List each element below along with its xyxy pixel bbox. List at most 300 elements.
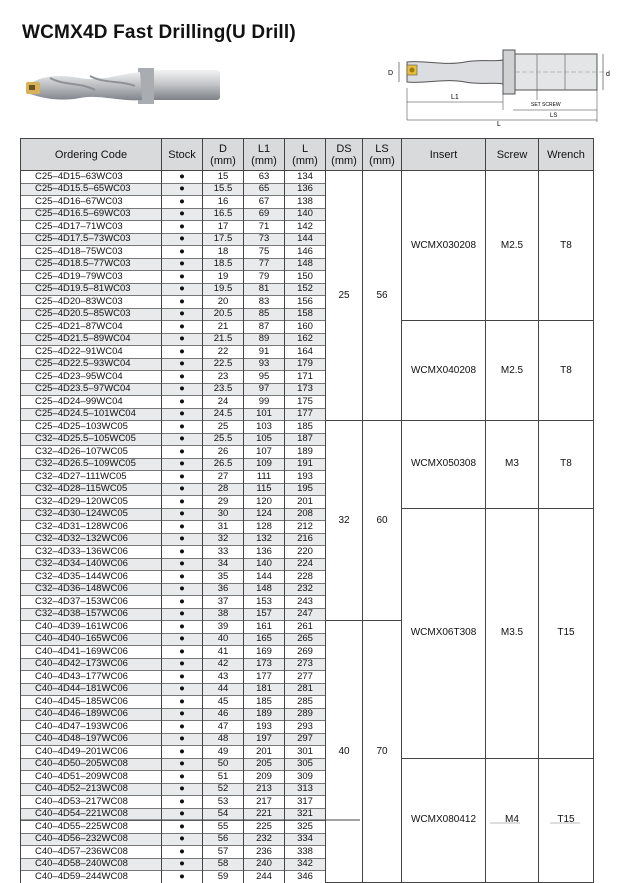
cell-l1: 111 (244, 471, 285, 484)
cell-ordering-code: C32–4D25.5–105WC05 (21, 433, 162, 446)
cell-l: 321 (285, 808, 326, 821)
cell-wrench: T15 (539, 508, 594, 758)
cell-ordering-code: C25–4D19–79WC03 (21, 271, 162, 284)
cell-l: 201 (285, 496, 326, 509)
cell-d: 52 (203, 783, 244, 796)
cell-ordering-code: C25–4D23–95WC04 (21, 371, 162, 384)
cell-l: 247 (285, 608, 326, 621)
cell-ds: 25 (326, 171, 363, 421)
cell-l1: 105 (244, 433, 285, 446)
cell-stock: ● (162, 771, 203, 784)
cell-l: 212 (285, 521, 326, 534)
cell-l1: 185 (244, 696, 285, 709)
page-title: WCMX4D Fast Drilling(U Drill) (22, 22, 296, 43)
cell-ordering-code: C40–4D39–161WC06 (21, 621, 162, 634)
header-d: D (mm) (203, 139, 244, 171)
cell-d: 40 (203, 633, 244, 646)
cell-l: 346 (285, 871, 326, 883)
cell-l: 243 (285, 596, 326, 609)
cell-ordering-code: C40–4D42–173WC06 (21, 658, 162, 671)
cell-d: 27 (203, 471, 244, 484)
cell-ordering-code: C40–4D41–169WC06 (21, 646, 162, 659)
cell-d: 54 (203, 808, 244, 821)
cell-stock: ● (162, 671, 203, 684)
cell-l: 220 (285, 546, 326, 559)
cell-ordering-code: C40–4D52–213WC08 (21, 783, 162, 796)
cell-ls: 70 (363, 621, 402, 883)
cell-ordering-code: C25–4D17.5–73WC03 (21, 233, 162, 246)
cell-l1: 99 (244, 396, 285, 409)
cell-stock: ● (162, 871, 203, 883)
cell-d: 16 (203, 196, 244, 209)
cell-l1: 244 (244, 871, 285, 883)
cell-l1: 136 (244, 546, 285, 559)
cell-d: 25.5 (203, 433, 244, 446)
cell-l: 334 (285, 833, 326, 846)
cell-insert: WCMX040208 (402, 321, 486, 421)
table-row (21, 171, 594, 184)
cell-l: 273 (285, 658, 326, 671)
cell-d: 23.5 (203, 383, 244, 396)
cell-d: 44 (203, 683, 244, 696)
header-insert: Insert (402, 139, 486, 171)
cell-d: 18 (203, 246, 244, 259)
cell-stock: ● (162, 846, 203, 859)
cell-l: 140 (285, 208, 326, 221)
cell-ordering-code: C40–4D43–177WC06 (21, 671, 162, 684)
header-screw: Screw (486, 139, 539, 171)
cell-ordering-code: C32–4D28–115WC05 (21, 483, 162, 496)
cell-l1: 83 (244, 296, 285, 309)
cell-ordering-code: C25–4D20–83WC03 (21, 296, 162, 309)
cell-d: 53 (203, 796, 244, 809)
cell-l: 297 (285, 733, 326, 746)
cell-l1: 140 (244, 558, 285, 571)
cell-d: 36 (203, 583, 244, 596)
cell-d: 22.5 (203, 358, 244, 371)
cell-l1: 144 (244, 571, 285, 584)
cell-stock: ● (162, 721, 203, 734)
cell-l1: 213 (244, 783, 285, 796)
cell-screw: M4 (486, 758, 539, 883)
cell-l1: 103 (244, 421, 285, 434)
cell-ordering-code: C40–4D40–165WC06 (21, 633, 162, 646)
cell-stock: ● (162, 621, 203, 634)
cell-l: 187 (285, 433, 326, 446)
cell-stock: ● (162, 383, 203, 396)
cell-d: 50 (203, 758, 244, 771)
cell-stock: ● (162, 658, 203, 671)
cell-l1: 124 (244, 508, 285, 521)
cell-d: 48 (203, 733, 244, 746)
cell-l: 193 (285, 471, 326, 484)
cell-d: 46 (203, 708, 244, 721)
page-bottom-edge (0, 818, 629, 826)
cell-ordering-code: C25–4D15.5–65WC03 (21, 183, 162, 196)
cell-insert: WCMX080412 (402, 758, 486, 883)
cell-ordering-code: C25–4D21.5–89WC04 (21, 333, 162, 346)
cell-d: 17.5 (203, 233, 244, 246)
cell-ds: 40 (326, 621, 363, 883)
cell-stock: ● (162, 858, 203, 871)
cell-stock: ● (162, 583, 203, 596)
cell-l: 142 (285, 221, 326, 234)
table-body (21, 171, 594, 883)
table-row (21, 758, 594, 771)
cell-l: 191 (285, 458, 326, 471)
cell-l: 265 (285, 633, 326, 646)
table-row (21, 421, 594, 434)
cell-d: 23 (203, 371, 244, 384)
cell-l: 293 (285, 721, 326, 734)
cell-stock: ● (162, 758, 203, 771)
cell-ordering-code: C40–4D46–189WC06 (21, 708, 162, 721)
cell-l: 162 (285, 333, 326, 346)
cell-ordering-code: C40–4D49–201WC06 (21, 746, 162, 759)
cell-ordering-code: C40–4D55–225WC08 (21, 821, 162, 834)
cell-l: 261 (285, 621, 326, 634)
cell-stock: ● (162, 271, 203, 284)
cell-ordering-code: C25–4D18–75WC03 (21, 246, 162, 259)
cell-l: 158 (285, 308, 326, 321)
cell-stock: ● (162, 633, 203, 646)
cell-l1: 189 (244, 708, 285, 721)
cell-d: 55 (203, 821, 244, 834)
cell-stock: ● (162, 696, 203, 709)
cell-l: 164 (285, 346, 326, 359)
cell-l: 171 (285, 371, 326, 384)
cell-l: 189 (285, 446, 326, 459)
cell-l1: 81 (244, 283, 285, 296)
cell-d: 45 (203, 696, 244, 709)
cell-stock: ● (162, 346, 203, 359)
cell-l1: 93 (244, 358, 285, 371)
cell-ls: 60 (363, 421, 402, 621)
cell-l: 317 (285, 796, 326, 809)
cell-ordering-code: C32–4D31–128WC06 (21, 521, 162, 534)
cell-d: 34 (203, 558, 244, 571)
cell-d: 25 (203, 421, 244, 434)
cell-d: 28 (203, 483, 244, 496)
cell-stock: ● (162, 571, 203, 584)
cell-l1: 63 (244, 171, 285, 184)
cell-l1: 193 (244, 721, 285, 734)
cell-d: 57 (203, 846, 244, 859)
cell-l: 179 (285, 358, 326, 371)
cell-stock: ● (162, 471, 203, 484)
cell-stock: ● (162, 683, 203, 696)
cell-l: 313 (285, 783, 326, 796)
cell-l1: 169 (244, 646, 285, 659)
cell-ordering-code: C32–4D26–107WC05 (21, 446, 162, 459)
cell-l: 195 (285, 483, 326, 496)
cell-stock: ● (162, 321, 203, 334)
cell-d: 21.5 (203, 333, 244, 346)
cell-d: 59 (203, 871, 244, 883)
cell-stock: ● (162, 733, 203, 746)
cell-l1: 91 (244, 346, 285, 359)
cell-ordering-code: C25–4D16.5–69WC03 (21, 208, 162, 221)
cell-ordering-code: C25–4D23.5–97WC04 (21, 383, 162, 396)
cell-wrench: T8 (539, 421, 594, 509)
cell-d: 42 (203, 658, 244, 671)
cell-d: 39 (203, 621, 244, 634)
cell-stock: ● (162, 646, 203, 659)
cell-stock: ● (162, 508, 203, 521)
label-LS: LS (550, 113, 558, 119)
cell-d: 21 (203, 321, 244, 334)
cell-stock: ● (162, 233, 203, 246)
cell-ordering-code: C25–4D21–87WC04 (21, 321, 162, 334)
cell-stock: ● (162, 171, 203, 184)
cell-ordering-code: C25–4D18.5–77WC03 (21, 258, 162, 271)
cell-ls: 56 (363, 171, 402, 421)
cell-l: 177 (285, 408, 326, 421)
cell-ordering-code: C25–4D24–99WC04 (21, 396, 162, 409)
cell-ordering-code: C40–4D59–244WC08 (21, 871, 162, 883)
cell-d: 33 (203, 546, 244, 559)
cell-l1: 87 (244, 321, 285, 334)
cell-insert: WCMX06T308 (402, 508, 486, 758)
cell-l: 216 (285, 533, 326, 546)
cell-d: 24 (203, 396, 244, 409)
cell-insert: WCMX050308 (402, 421, 486, 509)
cell-l: 325 (285, 821, 326, 834)
header-ls: LS (mm) (363, 139, 402, 171)
cell-stock: ● (162, 296, 203, 309)
cell-d: 41 (203, 646, 244, 659)
cell-stock: ● (162, 308, 203, 321)
cell-ordering-code: C32–4D26.5–109WC05 (21, 458, 162, 471)
cell-d: 29 (203, 496, 244, 509)
cell-l: 138 (285, 196, 326, 209)
label-D: D (388, 70, 394, 77)
cell-stock: ● (162, 433, 203, 446)
label-d: d (606, 71, 610, 78)
cell-wrench: T15 (539, 758, 594, 883)
cell-ordering-code: C40–4D58–240WC08 (21, 858, 162, 871)
table-row (21, 508, 594, 521)
cell-l1: 67 (244, 196, 285, 209)
cell-l1: 69 (244, 208, 285, 221)
cell-ordering-code: C40–4D57–236WC08 (21, 846, 162, 859)
cell-l1: 95 (244, 371, 285, 384)
label-set-screw: SET SCREW (531, 102, 561, 108)
cell-l: 175 (285, 396, 326, 409)
cell-l1: 101 (244, 408, 285, 421)
cell-stock: ● (162, 483, 203, 496)
cell-l: 150 (285, 271, 326, 284)
cell-stock: ● (162, 496, 203, 509)
cell-d: 20.5 (203, 308, 244, 321)
cell-ordering-code: C32–4D30–124WC05 (21, 508, 162, 521)
cell-stock: ● (162, 596, 203, 609)
cell-l: 228 (285, 571, 326, 584)
cell-d: 15.5 (203, 183, 244, 196)
cell-stock: ● (162, 396, 203, 409)
cell-l: 208 (285, 508, 326, 521)
cell-l: 301 (285, 746, 326, 759)
cell-ordering-code: C32–4D34–140WC06 (21, 558, 162, 571)
cell-ordering-code: C32–4D36–148WC06 (21, 583, 162, 596)
cell-ds: 32 (326, 421, 363, 621)
cell-d: 17 (203, 221, 244, 234)
cell-l1: 71 (244, 221, 285, 234)
cell-d: 20 (203, 296, 244, 309)
cell-l: 277 (285, 671, 326, 684)
cell-d: 56 (203, 833, 244, 846)
cell-l: 144 (285, 233, 326, 246)
cell-stock: ● (162, 808, 203, 821)
cell-l1: 217 (244, 796, 285, 809)
cell-ordering-code: C32–4D29–120WC05 (21, 496, 162, 509)
cell-stock: ● (162, 558, 203, 571)
cell-ordering-code: C32–4D38–157WC06 (21, 608, 162, 621)
cell-ordering-code: C40–4D44–181WC06 (21, 683, 162, 696)
cell-l1: 148 (244, 583, 285, 596)
label-L: L (497, 121, 501, 126)
cell-l1: 173 (244, 658, 285, 671)
cell-screw: M2.5 (486, 321, 539, 421)
cell-d: 49 (203, 746, 244, 759)
cell-l: 136 (285, 183, 326, 196)
cell-stock: ● (162, 208, 203, 221)
cell-d: 26 (203, 446, 244, 459)
cell-wrench: T8 (539, 321, 594, 421)
cell-l1: 75 (244, 246, 285, 259)
cell-d: 26.5 (203, 458, 244, 471)
cell-ordering-code: C32–4D37–153WC06 (21, 596, 162, 609)
cell-stock: ● (162, 258, 203, 271)
cell-ordering-code: C25–4D22–91WC04 (21, 346, 162, 359)
cell-l: 285 (285, 696, 326, 709)
cell-l1: 240 (244, 858, 285, 871)
cell-l1: 128 (244, 521, 285, 534)
cell-d: 32 (203, 533, 244, 546)
cell-l1: 161 (244, 621, 285, 634)
cell-l1: 109 (244, 458, 285, 471)
cell-l1: 77 (244, 258, 285, 271)
cell-ordering-code: C40–4D45–185WC06 (21, 696, 162, 709)
technical-diagram (385, 48, 617, 126)
cell-l1: 120 (244, 496, 285, 509)
cell-l1: 225 (244, 821, 285, 834)
cell-d: 24.5 (203, 408, 244, 421)
cell-stock: ● (162, 783, 203, 796)
cell-ordering-code: C25–4D16–67WC03 (21, 196, 162, 209)
cell-d: 38 (203, 608, 244, 621)
cell-l1: 115 (244, 483, 285, 496)
cell-l1: 153 (244, 596, 285, 609)
cell-l: 134 (285, 171, 326, 184)
cell-stock: ● (162, 196, 203, 209)
cell-d: 16.5 (203, 208, 244, 221)
label-L1: L1 (451, 94, 459, 101)
cell-stock: ● (162, 521, 203, 534)
cell-stock: ● (162, 458, 203, 471)
header-l1: L1 (mm) (244, 139, 285, 171)
cell-ordering-code: C25–4D24.5–101WC04 (21, 408, 162, 421)
cell-l1: 177 (244, 671, 285, 684)
cell-l1: 181 (244, 683, 285, 696)
cell-d: 58 (203, 858, 244, 871)
cell-l: 342 (285, 858, 326, 871)
cell-l1: 65 (244, 183, 285, 196)
cell-insert: WCMX030208 (402, 171, 486, 321)
cell-stock: ● (162, 546, 203, 559)
header-ordering-code: Ordering Code (21, 139, 162, 171)
header-l: L (mm) (285, 139, 326, 171)
cell-l1: 205 (244, 758, 285, 771)
cell-d: 51 (203, 771, 244, 784)
cell-ordering-code: C40–4D53–217WC08 (21, 796, 162, 809)
cell-stock: ● (162, 533, 203, 546)
cell-l1: 197 (244, 733, 285, 746)
cell-d: 37 (203, 596, 244, 609)
cell-d: 43 (203, 671, 244, 684)
cell-ordering-code: C25–4D25–103WC05 (21, 421, 162, 434)
cell-ordering-code: C40–4D48–197WC06 (21, 733, 162, 746)
cell-l1: 165 (244, 633, 285, 646)
header-wrench: Wrench (539, 139, 594, 171)
cell-stock: ● (162, 246, 203, 259)
cell-d: 47 (203, 721, 244, 734)
cell-d: 22 (203, 346, 244, 359)
cell-l1: 85 (244, 308, 285, 321)
drill-photo (20, 62, 225, 112)
cell-screw: M3.5 (486, 508, 539, 758)
cell-ordering-code: C25–4D20.5–85WC03 (21, 308, 162, 321)
table-header-row (21, 139, 594, 171)
cell-l1: 132 (244, 533, 285, 546)
cell-l: 185 (285, 421, 326, 434)
cell-l: 173 (285, 383, 326, 396)
cell-stock: ● (162, 833, 203, 846)
cell-d: 18.5 (203, 258, 244, 271)
cell-l1: 107 (244, 446, 285, 459)
cell-screw: M2.5 (486, 171, 539, 321)
cell-d: 15 (203, 171, 244, 184)
table-row (21, 321, 594, 334)
cell-l: 156 (285, 296, 326, 309)
cell-stock: ● (162, 708, 203, 721)
cell-l1: 209 (244, 771, 285, 784)
cell-l: 305 (285, 758, 326, 771)
cell-l1: 221 (244, 808, 285, 821)
cell-wrench: T8 (539, 171, 594, 321)
cell-l: 338 (285, 846, 326, 859)
cell-stock: ● (162, 221, 203, 234)
cell-stock: ● (162, 421, 203, 434)
spec-table (20, 138, 594, 883)
cell-ordering-code: C40–4D50–205WC08 (21, 758, 162, 771)
cell-l1: 236 (244, 846, 285, 859)
cell-ordering-code: C40–4D47–193WC06 (21, 721, 162, 734)
cell-l: 289 (285, 708, 326, 721)
cell-l1: 157 (244, 608, 285, 621)
cell-d: 35 (203, 571, 244, 584)
cell-ordering-code: C25–4D17–71WC03 (21, 221, 162, 234)
cell-stock: ● (162, 183, 203, 196)
header-stock: Stock (162, 139, 203, 171)
cell-l1: 201 (244, 746, 285, 759)
cell-stock: ● (162, 283, 203, 296)
cell-l: 269 (285, 646, 326, 659)
cell-l: 152 (285, 283, 326, 296)
cell-d: 31 (203, 521, 244, 534)
cell-l1: 89 (244, 333, 285, 346)
cell-l: 224 (285, 558, 326, 571)
